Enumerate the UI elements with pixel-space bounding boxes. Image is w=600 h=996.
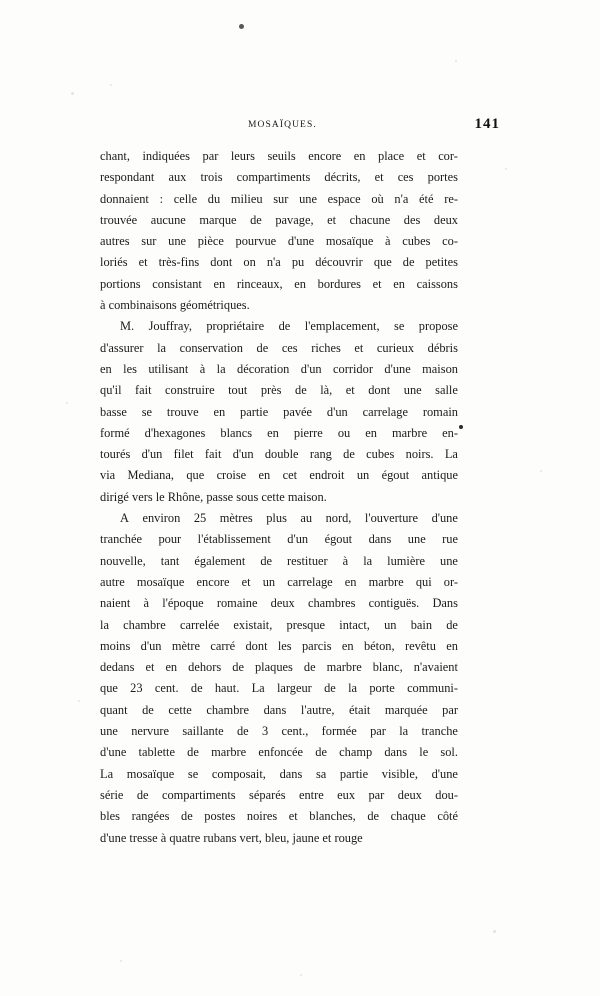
- paragraph: [100, 508, 458, 849]
- text-line: naient à l'époque romaine deux chambres contiguës. Dans: [100, 596, 458, 611]
- text-line: en les utilisant à la décoration d'un corridor d'une maison: [100, 361, 458, 376]
- text-line: d'une tresse à quatre rubans vert, bleu, jaune et rouge: [100, 830, 363, 845]
- scan-speck: [300, 974, 302, 976]
- text-line: qu'il fait construire tout près de là, et dont une salle: [100, 383, 458, 398]
- text-line: autres sur une pièce pourvue d'une mosaïque à cubes co-: [100, 234, 458, 249]
- text-line: quant de cette chambre dans l'autre, était marquée par: [100, 702, 458, 717]
- text-line: que 23 cent. de haut. La largeur de la porte communi-: [100, 681, 458, 696]
- text-line: la chambre carrelée existait, presque intact, un bain de: [100, 617, 458, 632]
- ink-mark-top: [239, 24, 244, 29]
- text-line: M. Jouffray, propriétaire de l'emplacement, se propose: [120, 319, 458, 334]
- scan-speck: [455, 60, 457, 62]
- text-line: via Mediana, que croise en cet endroit un égout antique: [100, 468, 458, 483]
- text-line: donnaient : celle du milieu sur une espace où n'a été re-: [100, 191, 458, 206]
- text-line: à combinaisons géométriques.: [100, 298, 250, 313]
- scan-speck: [110, 84, 112, 86]
- scan-speck: [493, 930, 496, 933]
- page-body: [100, 146, 458, 849]
- text-line: basse se trouve en partie pavée d'un carrelage romain: [100, 404, 458, 419]
- scan-speck: [505, 168, 507, 170]
- page-number: 141: [474, 116, 500, 132]
- text-line: dirigé vers le Rhône, passe sous cette maison.: [100, 489, 327, 504]
- paragraph: [100, 316, 458, 508]
- text-line: A environ 25 mètres plus au nord, l'ouverture d'une: [120, 511, 458, 526]
- text-line: trouvée aucune marque de pavage, et chacune des deux: [100, 212, 458, 227]
- text-line: autre mosaïque encore et un carrelage en marbre qui or-: [100, 574, 458, 589]
- text-line: loriés et très-fins dont on n'a pu découvrir que de petites: [100, 255, 458, 270]
- scan-speck: [540, 470, 542, 472]
- text-line: d'une tablette de marbre enfoncée de champ dans le sol.: [100, 745, 458, 760]
- paragraph: [100, 146, 458, 316]
- running-head: MOSAÏQUES.: [248, 120, 317, 130]
- text-line: série de compartiments séparés entre eux par deux dou-: [100, 787, 458, 802]
- text-line: d'assurer la conservation de ces riches et curieux débris: [100, 340, 458, 355]
- scan-speck: [71, 92, 74, 95]
- text-line: nouvelle, tant également de restituer à la lumière une: [100, 553, 458, 568]
- text-line: bles rangées de postes noires et blanches, de chaque côté: [100, 809, 458, 824]
- text-line: moins d'un mètre carré dont les parcis en béton, revêtu en: [100, 638, 458, 653]
- text-line: portions consistant en rinceaux, en bordures et en caissons: [100, 276, 458, 291]
- text-line: tourés d'un filet fait d'un double rang de cubes noirs. La: [100, 447, 458, 462]
- text-line: formé d'hexagones blancs en pierre ou en marbre en-: [100, 425, 458, 440]
- text-line: respondant aux trois compartiments décrits, et ces portes: [100, 170, 458, 185]
- scan-speck: [120, 960, 122, 962]
- text-line: La mosaïque se composait, dans sa partie visible, d'une: [100, 766, 458, 781]
- text-line: dedans et en dehors de plaques de marbre blanc, n'avaient: [100, 660, 458, 675]
- text-line: une nervure saillante de 3 cent., formée par la tranche: [100, 724, 458, 739]
- scan-speck: [78, 700, 80, 702]
- text-line: tranchée pour l'établissement d'un égout dans une rue: [100, 532, 458, 547]
- scan-speck: [66, 402, 68, 404]
- ink-blot: [459, 425, 463, 429]
- page-header: [100, 116, 500, 136]
- text-line: chant, indiquées par leurs seuils encore en place et cor-: [100, 149, 458, 163]
